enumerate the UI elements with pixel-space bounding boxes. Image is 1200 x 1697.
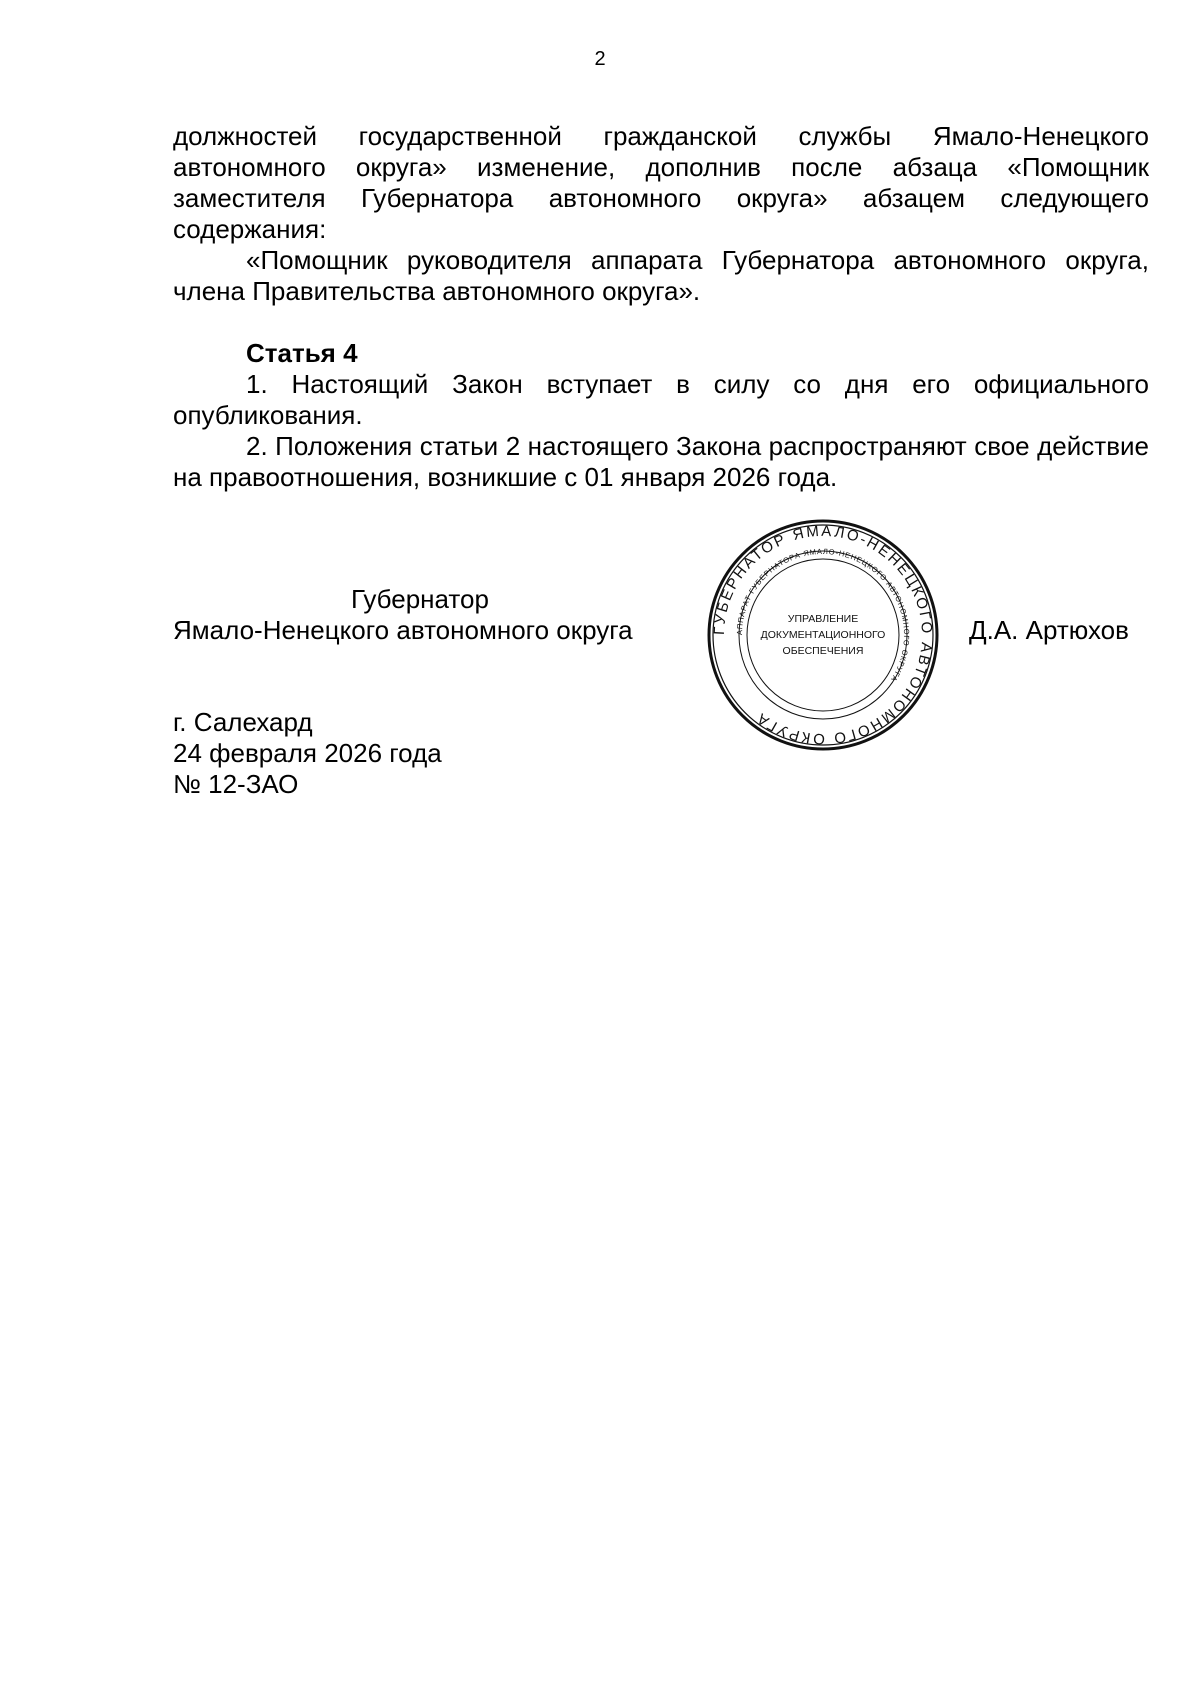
document-footer — [173, 707, 442, 800]
paragraph-amendment-text: «Помощник руководителя аппарата Губернатора автономного округа, члена Правительства автономного округа». — [173, 245, 1149, 306]
signature-organization: Ямало-Ненецкого автономного округа — [173, 615, 633, 645]
footer-city: г. Салехард — [173, 707, 313, 737]
stamp-center-line-2: ДОКУМЕНТАЦИОННОГО — [760, 629, 886, 641]
signature-name: Д.А. Артюхов — [969, 615, 1129, 645]
stamp-center-line-1: УПРАВЛЕНИЕ — [787, 613, 859, 625]
paragraph-continuation: должностей государственной гражданской службы Ямало-Ненецкого автономного округа» изменение, дополнив после абзаца «Помощник заместителя Губернатора автономного округа» абзацем следующего содержания: — [173, 121, 1149, 244]
document-body — [173, 121, 1149, 493]
article-4-heading: Статья 4 — [246, 338, 358, 368]
signature-title: Губернатор — [351, 584, 489, 614]
footer-date: 24 февраля 2026 года — [173, 738, 442, 768]
stamp-outer-text: ГУБЕРНАТОР ЯМАЛО-НЕНЕЦКОГО АВТОНОМНОГО ОКРУГА — [710, 522, 936, 748]
page-number: 2 — [594, 48, 606, 70]
stamp-center-line-3: ОБЕСПЕЧЕНИЯ — [782, 645, 864, 657]
footer-number: № 12-ЗАО — [173, 769, 299, 799]
article-4-item-2: 2. Положения статьи 2 настоящего Закона распространяют свое действие на правоотношения, возникшие с 01 января 2026 года. — [173, 431, 1149, 492]
stamp-inner-text: АППАРАТ ГУБЕРНАТОРА ЯМАЛО-НЕНЕЦКОГО АВТОНОМНОГО ОКРУГА — [734, 546, 912, 684]
official-stamp-seal — [706, 518, 940, 752]
article-4-item-1: 1. Настоящий Закон вступает в силу со дня его официального опубликования. — [173, 369, 1149, 430]
